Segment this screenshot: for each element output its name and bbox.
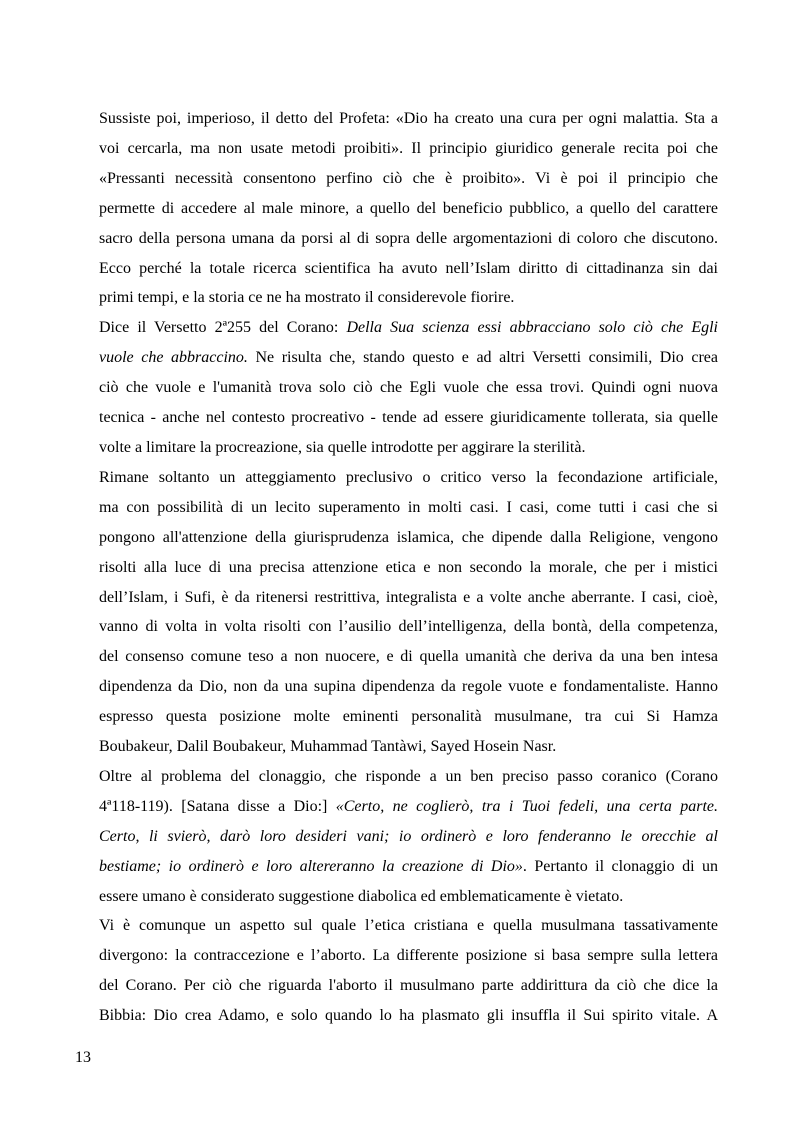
text-line	[75, 762, 718, 792]
text-segment: Dice il Versetto 2ª255 del Corano:	[99, 319, 347, 337]
text-segment: pongono all'attenzione della giurisprudenza islamica, che dipende dalla Religione, vengono	[99, 528, 718, 546]
text-segment: Vi è comunque un aspetto sul quale l’etica cristiana e quella musulmana tassativamente	[99, 917, 718, 935]
text-line	[75, 732, 718, 762]
text-segment: «Pressanti necessità consentono perfino ciò che è proibito». Vi è poi il principio che	[99, 169, 718, 187]
italic-text-segment: Della Sua scienza essi abbracciano solo ciò che Egli	[346, 319, 718, 337]
text-line	[75, 583, 718, 613]
text-line	[75, 134, 718, 164]
text-segment: . Pertanto il clonaggio di un	[522, 857, 718, 875]
text-line	[75, 224, 718, 254]
italic-text-segment: Certo, li svierò, darò loro desideri vani; io ordinerò e loro fenderanno le orecchie al	[99, 827, 718, 845]
text-segment: Ne risulta che, stando questo e ad altri Versetti consimili, Dio crea	[247, 349, 718, 367]
text-line	[75, 403, 718, 433]
text-line	[75, 164, 718, 194]
text-line	[75, 343, 718, 373]
page-number: 13	[75, 1049, 91, 1066]
body-text	[75, 104, 718, 1031]
text-line	[75, 493, 718, 523]
text-line	[75, 882, 718, 912]
italic-text-segment: «Certo, ne coglierò, tra i Tuoi fedeli, una certa parte.	[335, 797, 718, 815]
text-line	[75, 194, 718, 224]
text-line	[75, 642, 718, 672]
text-segment: dell’Islam, i Sufi, è da ritenersi restrittiva, integralista e a volte anche aberrante. I casi, cioè,	[99, 588, 718, 606]
text-line	[75, 463, 718, 493]
text-segment: Rimane soltanto un atteggiamento preclusivo o critico verso la fecondazione artificiale,	[99, 468, 718, 486]
text-segment: volte a limitare la procreazione, sia quelle introdotte per aggirare la sterilità.	[99, 438, 586, 456]
text-segment: divergono: la contraccezione e l’aborto. La differente posizione si basa sempre sulla lettera	[99, 947, 718, 965]
text-segment: Boubakeur, Dalil Boubakeur, Muhammad Tantàwi, Sayed Hosein Nasr.	[99, 738, 557, 756]
text-segment: vanno di volta in volta risolti con l’ausilio dell’intelligenza, della bontà, della competenza,	[99, 618, 718, 636]
text-line	[75, 612, 718, 642]
text-line	[75, 523, 718, 553]
text-segment: espresso questa posizione molte eminenti personalità musulmane, tra cui Si Hamza	[99, 708, 718, 726]
text-line	[75, 702, 718, 732]
text-segment: Oltre al problema del clonaggio, che risponde a un ben preciso passo coranico (Corano	[99, 767, 718, 785]
text-line	[75, 104, 718, 134]
text-line	[75, 433, 718, 463]
text-segment: del Corano. Per ciò che riguarda l'aborto il musulmano parte addirittura da ciò che dice la	[99, 977, 718, 995]
text-segment: risolti alla luce di una precisa attenzione etica e non secondo la morale, che per i mistici	[99, 558, 718, 576]
text-segment: ciò che vuole e l'umanità trova solo ciò che Egli vuole che essa trovi. Quindi ogni nuova	[99, 379, 718, 397]
text-segment: permette di accedere al male minore, a quello del beneficio pubblico, a quello del carattere	[99, 199, 718, 217]
text-line	[75, 852, 718, 882]
text-line	[75, 822, 718, 852]
italic-text-segment: vuole che abbraccino.	[99, 349, 248, 367]
text-line	[75, 283, 718, 313]
text-segment: tecnica - anche nel contesto procreativo - tende ad essere giuridicamente tollerata, sia quelle	[99, 409, 718, 427]
text-segment: 4ª118-119). [Satana disse a Dio:]	[99, 797, 336, 815]
text-line	[75, 313, 718, 343]
text-segment: del consenso comune teso a non nuocere, e di quella umanità che deriva da una ben intesa	[99, 648, 718, 666]
paragraph	[75, 911, 718, 1031]
text-line	[75, 911, 718, 941]
text-segment: sacro della persona umana da porsi al di sopra delle argomentazioni di coloro che discutono.	[99, 229, 718, 247]
text-line	[75, 1001, 718, 1031]
italic-text-segment: bestiame; io ordinerò e loro altereranno la creazione di Dio»	[99, 857, 523, 875]
paragraph	[75, 313, 718, 463]
text-line	[75, 941, 718, 971]
paragraph	[75, 762, 718, 912]
text-line	[75, 553, 718, 583]
text-line	[75, 672, 718, 702]
text-segment: Bibbia: Dio crea Adamo, e solo quando lo ha plasmato gli insuffla il Sui spirito vitale. A	[99, 1007, 718, 1025]
text-segment: Ecco perché la totale ricerca scientifica ha avuto nell’Islam diritto di cittadinanza sin dai	[99, 259, 718, 277]
text-line	[75, 792, 718, 822]
text-line	[75, 971, 718, 1001]
text-segment: voi cercarla, ma non usate metodi proibiti». Il principio giuridico generale recita poi che	[99, 139, 718, 157]
text-segment: primi tempi, e la storia ce ne ha mostrato il considerevole fiorire.	[99, 289, 515, 307]
text-segment: dipendenza da Dio, non da una supina dipendenza da regole vuote e fondamentaliste. Hanno	[99, 678, 718, 696]
text-line	[75, 254, 718, 284]
paragraph	[75, 463, 718, 762]
paragraph	[75, 104, 718, 313]
text-segment: essere umano è considerato suggestione diabolica ed emblematicamente è vietato.	[99, 887, 624, 905]
text-segment: ma con possibilità di un lecito superamento in molti casi. I casi, come tutti i casi che si	[99, 498, 718, 516]
text-line	[75, 373, 718, 403]
text-segment: Sussiste poi, imperioso, il detto del Profeta: «Dio ha creato una cura per ogni malattia. Sta a	[99, 110, 718, 127]
